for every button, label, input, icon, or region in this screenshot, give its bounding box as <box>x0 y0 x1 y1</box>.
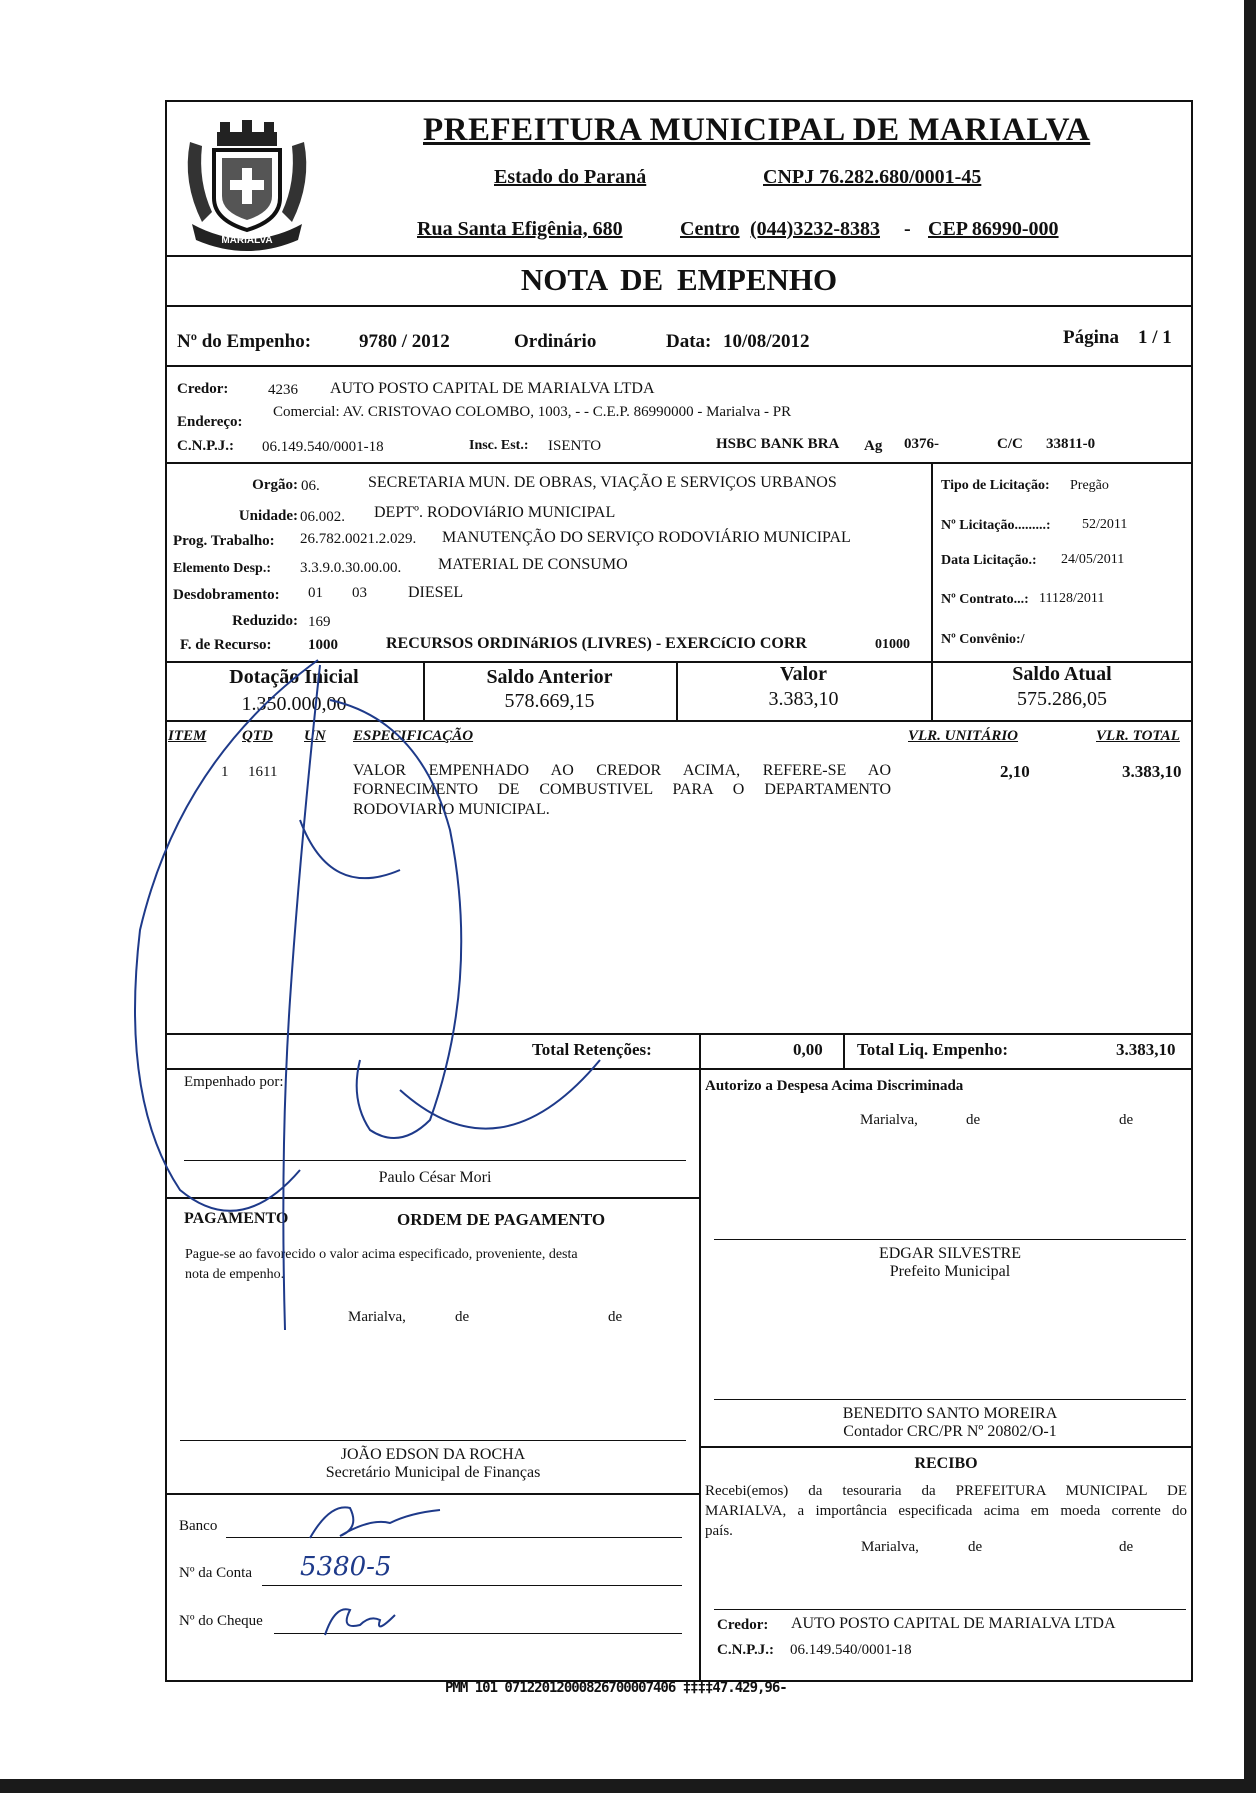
orgao-code: 06. <box>301 478 320 494</box>
crest-ribbon-text: MARIALVA <box>221 235 273 246</box>
pagamento-de-1: de <box>455 1309 470 1325</box>
retencoes-label: Total Retenções: <box>532 1040 652 1059</box>
saldo-atual-value: 575.286,05 <box>1017 688 1107 710</box>
contador-name: BENEDITO SANTO MOREIRA <box>842 1405 1058 1422</box>
dotacao-label: Dotação Inicial <box>229 666 359 688</box>
pagamento-place: Marialva, <box>348 1309 406 1325</box>
autorizo-de-1: de <box>966 1112 981 1128</box>
recibo-place: Marialva, <box>861 1539 919 1555</box>
orgao-name: SECRETARIA MUN. DE OBRAS, VIAÇÃO E SERVIÇOS URBANOS <box>368 474 837 491</box>
col-item: ITEM <box>168 728 207 744</box>
empenho-type: Ordinário <box>514 331 597 352</box>
handwritten-account-number: 5380-5 <box>300 1552 392 1582</box>
empenhado-name: Paulo César Mori <box>378 1169 492 1186</box>
desdobramento-a: 01 <box>308 585 323 601</box>
cheque-label: Nº do Cheque <box>179 1613 263 1629</box>
saldo-anterior-label: Saldo Anterior <box>486 666 613 688</box>
handwritten-cheque-mark <box>320 1600 400 1640</box>
document-title: NOTA DE EMPENHO <box>520 262 838 297</box>
account-number: 33811-0 <box>1046 436 1096 452</box>
header-cep: CEP 86990-000 <box>928 218 1059 240</box>
item-quantity: 1611 <box>248 764 278 780</box>
licitacao-number-label: Nº Licitação.........: <box>941 518 1051 533</box>
ordem-pagamento-label: ORDEM DE PAGAMENTO <box>397 1210 606 1229</box>
licitacao-number: 52/2011 <box>1082 517 1128 532</box>
header-separator: - <box>904 218 911 240</box>
recurso-label: F. de Recurso: <box>180 637 272 653</box>
page-label: Página <box>1063 327 1119 348</box>
page-number: 1 / 1 <box>1138 327 1172 348</box>
licitacao-date-label: Data Licitação.: <box>941 553 1037 568</box>
recibo-text-line: Recebi(emos) da tesouraria da PREFEITURA MUNICIPAL DE <box>705 1483 1187 1499</box>
col-especificacao: ESPECIFICAÇÃO <box>353 728 474 744</box>
unidade-name: DEPTº. RODOVIáRIO MUNICIPAL <box>374 504 616 521</box>
account-label: C/C <box>997 436 1023 452</box>
recibo-de-1: de <box>968 1539 983 1555</box>
contrato-number: 11128/2011 <box>1039 591 1105 606</box>
item-description-line: VALOR EMPENHADO AO CREDOR ACIMA, REFERE-SE AO <box>353 762 891 779</box>
elemento-code: 3.3.9.0.30.00.00. <box>300 560 402 576</box>
item-total-value: 3.383,10 <box>1122 762 1182 781</box>
credor-label: Credor: <box>177 381 229 397</box>
credor-cnpj: 06.149.540/0001-18 <box>262 439 384 455</box>
prog-code: 26.782.0021.2.029. <box>300 531 417 547</box>
autorizo-de-2: de <box>1119 1112 1134 1128</box>
autorizo-label: Autorizo a Despesa Acima Discriminada <box>705 1078 964 1094</box>
recibo-credor-name: AUTO POSTO CAPITAL DE MARIALVA LTDA <box>791 1615 1116 1632</box>
prog-label: Prog. Trabalho: <box>173 533 275 549</box>
recurso-code-2: 01000 <box>875 637 910 652</box>
secretario-role: Secretário Municipal de Finanças <box>325 1464 541 1481</box>
col-qtd: QTD <box>242 728 273 744</box>
header-cnpj: CNPJ 76.282.680/0001-45 <box>763 166 982 188</box>
valor-value: 3.383,10 <box>768 688 839 710</box>
empenho-date: 10/08/2012 <box>723 331 810 352</box>
recibo-cnpj-label: C.N.P.J.: <box>717 1642 774 1658</box>
credor-address: Comercial: AV. CRISTOVAO COLOMBO, 1003, - - C.E.P. 86990000 - Marialva - PR <box>273 404 792 420</box>
desdobramento-b: 03 <box>352 585 367 601</box>
bank-processing-stamp: PMM 101 07122012000826700007406 ‡‡‡‡47.429,96- <box>445 1680 787 1696</box>
contrato-label: Nº Contrato...: <box>941 592 1029 607</box>
item-unit-value: 2,10 <box>1000 762 1030 781</box>
header-district: Centro <box>680 218 740 240</box>
saldo-atual-label: Saldo Atual <box>1012 663 1112 685</box>
dotacao-value: 1.350.000,00 <box>241 693 347 715</box>
licitacao-date: 24/05/2011 <box>1061 552 1125 567</box>
desdobramento-label: Desdobramento: <box>173 587 280 603</box>
recibo-text-line: país. <box>705 1523 733 1539</box>
unidade-code: 06.002. <box>300 509 345 525</box>
handwritten-bank-signature <box>300 1498 450 1543</box>
insc-label: Insc. Est.: <box>469 438 529 453</box>
secretario-name: JOÃO EDSON DA ROCHA <box>340 1446 526 1463</box>
banco-label: Banco <box>179 1518 218 1534</box>
prefeito-role: Prefeito Municipal <box>889 1263 1011 1280</box>
elemento-name: MATERIAL DE CONSUMO <box>438 556 628 573</box>
liq-empenho-label: Total Liq. Empenho: <box>857 1040 1008 1059</box>
agency-number: 0376- <box>904 436 939 452</box>
item-description-line: FORNECIMENTO DE COMBUSTIVEL PARA O DEPARTAMENTO <box>353 781 891 798</box>
col-un: UN <box>304 728 326 744</box>
bank-name: HSBC BANK BRA <box>716 436 840 452</box>
col-vlr-total: VLR. TOTAL <box>1096 728 1180 744</box>
pagamento-text-line: nota de empenho. <box>185 1267 285 1282</box>
orgao-label: Orgão: <box>252 477 298 493</box>
desdobramento-name: DIESEL <box>408 584 464 601</box>
prefeito-name: EDGAR SILVESTRE <box>878 1245 1022 1262</box>
unidade-label: Unidade: <box>238 508 298 524</box>
insc-value: ISENTO <box>548 438 602 454</box>
pagamento-label: PAGAMENTO <box>184 1210 289 1227</box>
state-name: Estado do Paraná <box>494 166 647 188</box>
item-description-line: RODOVIARIO MUNICIPAL. <box>353 801 550 818</box>
page-title: PREFEITURA MUNICIPAL DE MARIALVA <box>423 112 1091 148</box>
reduzido-label: Reduzido: <box>232 613 298 629</box>
contador-role: Contador CRC/PR Nº 20802/O-1 <box>843 1423 1057 1440</box>
prog-name: MANUTENÇÃO DO SERVIÇO RODOVIÁRIO MUNICIPAL <box>442 529 851 546</box>
saldo-anterior-value: 578.669,15 <box>504 690 595 712</box>
empenho-date-label: Data: <box>666 331 712 352</box>
header-phone: (044)3232-8383 <box>750 218 880 240</box>
address-label: Endereço: <box>177 414 243 430</box>
col-vlr-unitario: VLR. UNITÁRIO <box>908 728 1019 744</box>
convenio-label: Nº Convênio:/ <box>941 632 1025 647</box>
liq-empenho-value: 3.383,10 <box>1116 1040 1176 1059</box>
retencoes-value: 0,00 <box>793 1040 823 1059</box>
recurso-code: 1000 <box>308 637 338 653</box>
credor-code: 4236 <box>268 382 298 398</box>
valor-label: Valor <box>779 663 828 685</box>
reduzido-value: 169 <box>308 614 331 630</box>
licitacao-type-label: Tipo de Licitação: <box>941 478 1050 493</box>
pagamento-text-line: Pague-se ao favorecido o valor acima especificado, proveniente, desta <box>185 1247 578 1262</box>
pagamento-de-2: de <box>608 1309 623 1325</box>
conta-label: Nº da Conta <box>179 1565 252 1581</box>
recibo-credor-label: Credor: <box>717 1617 769 1633</box>
recibo-text-line: MARIALVA, a importância especificada acima em moeda corrente do <box>705 1503 1187 1519</box>
item-number: 1 <box>221 764 229 780</box>
empenho-number-label: Nº do Empenho: <box>177 331 312 352</box>
licitacao-type: Pregão <box>1070 478 1109 493</box>
empenhado-label: Empenhado por: <box>184 1074 284 1090</box>
cnpj-label: C.N.P.J.: <box>177 438 234 454</box>
recurso-name: RECURSOS ORDINáRIOS (LIVRES) - EXERCíCIO CORR <box>386 635 807 652</box>
autorizo-place: Marialva, <box>860 1112 918 1128</box>
elemento-label: Elemento Desp.: <box>173 561 271 576</box>
recibo-title: RECIBO <box>914 1455 978 1472</box>
header-street: Rua Santa Efigênia, 680 <box>417 218 623 240</box>
recibo-de-2: de <box>1119 1539 1134 1555</box>
credor-name: AUTO POSTO CAPITAL DE MARIALVA LTDA <box>330 380 655 397</box>
empenho-number: 9780 / 2012 <box>359 331 450 352</box>
agency-label: Ag <box>864 438 883 454</box>
recibo-cnpj: 06.149.540/0001-18 <box>790 1642 912 1658</box>
